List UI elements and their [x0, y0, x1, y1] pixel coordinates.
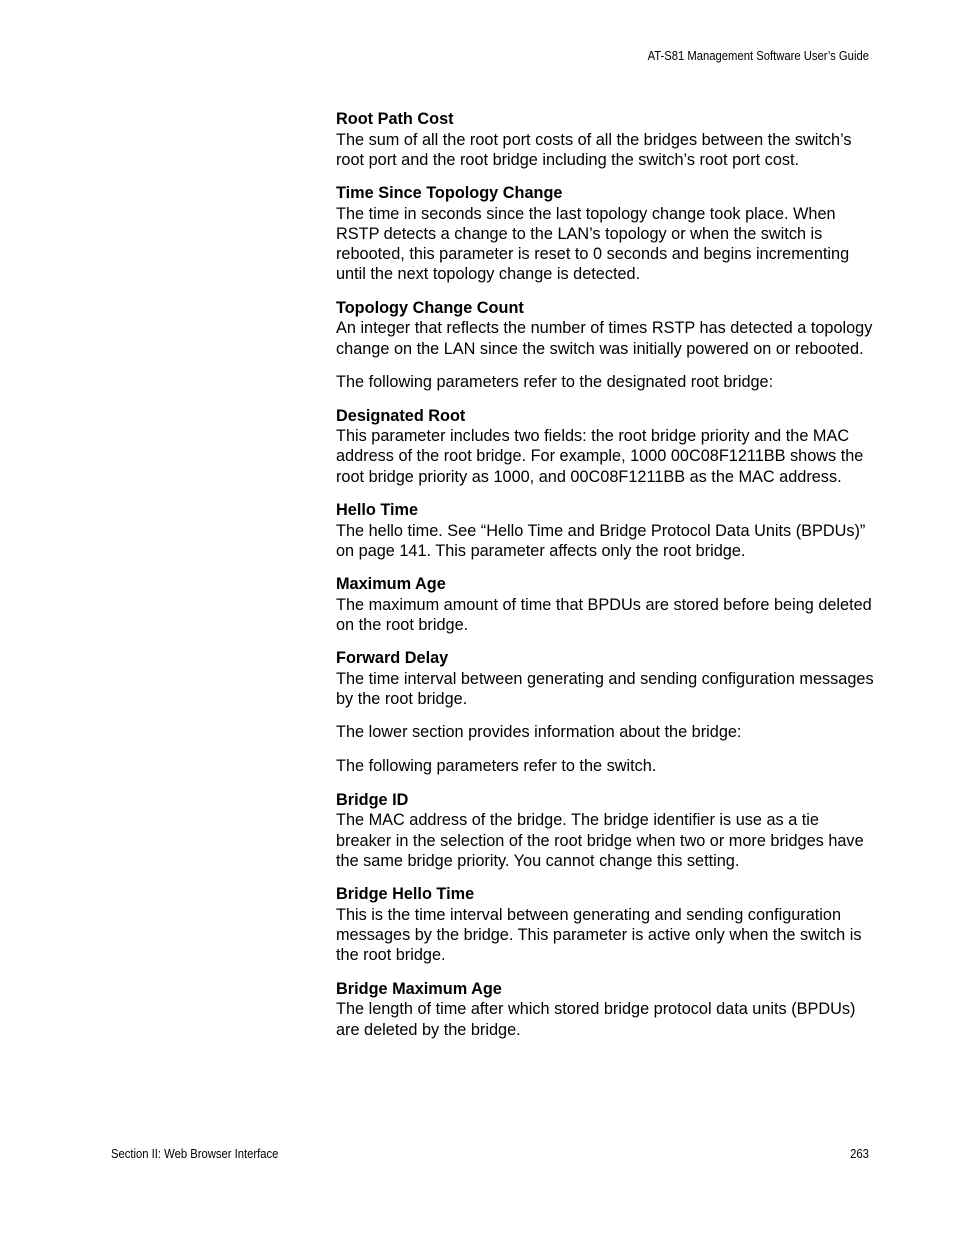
term-heading: Hello Time [336, 501, 419, 520]
lower-section-intro: The lower section provides information about the bridge: [336, 723, 742, 742]
term-heading: Forward Delay [336, 649, 449, 668]
term-heading: Time Since Topology Change [336, 184, 563, 203]
definition-hello-time [336, 500, 874, 561]
definition-time-since-topology-change [336, 183, 874, 285]
term-definition: The sum of all the root port costs of all the bridges between the switch’s root port and the root bridge including the switch’s root port cost. [336, 130, 852, 169]
definition-topology-change-count [336, 298, 874, 359]
term-heading: Designated Root [336, 406, 466, 425]
switch-parameters-intro: The following parameters refer to the switch. [336, 757, 657, 776]
definition-bridge-id [336, 790, 874, 871]
term-heading: Root Path Cost [336, 110, 454, 128]
page-body [336, 109, 874, 1053]
term-definition: The MAC address of the bridge. The bridge identifier is use as a tie breaker in the selection of the root bridge when two or more bridges have the same bridge priority. You cannot change this setting. [336, 811, 864, 871]
term-definition: The hello time. See “Hello Time and Bridge Protocol Data Units (BPDUs)” on page 141. This parameter affects only the root bridge. [336, 521, 866, 560]
definition-bridge-maximum-age [336, 979, 874, 1040]
definition-root-path-cost [336, 109, 874, 170]
term-definition: The length of time after which stored bridge protocol data units (BPDUs) are deleted by the bridge. [336, 1000, 856, 1039]
running-header: AT-S81 Management Software User’s Guide [647, 49, 869, 63]
definition-forward-delay [336, 648, 874, 709]
definition-designated-root [336, 406, 874, 487]
designated-root-intro: The following parameters refer to the designated root bridge: [336, 372, 774, 391]
term-heading: Topology Change Count [336, 298, 524, 317]
footer-page-number: 263 [850, 1147, 869, 1161]
term-definition: The maximum amount of time that BPDUs are stored before being deleted on the root bridge. [336, 595, 872, 634]
term-heading: Bridge ID [336, 790, 409, 809]
term-heading: Bridge Hello Time [336, 885, 475, 904]
term-definition: This parameter includes two fields: the root bridge priority and the MAC address of the root bridge. For example, 1000 00C08F1211BB shows the root bridge priority as 1000, and 00C08F1211BB as the MAC address. [336, 427, 864, 486]
definition-maximum-age [336, 574, 874, 635]
term-heading: Bridge Maximum Age [336, 979, 502, 998]
term-definition: The time interval between generating and sending configuration messages by the root bridge. [336, 669, 874, 709]
term-definition: The time in seconds since the last topology change took place. When RSTP detects a change to the LAN’s topology or when the switch is rebooted, this parameter is reset to 0 seconds and begins incrementing until the next topology change is detected. [336, 204, 850, 284]
footer-section-title: Section II: Web Browser Interface [111, 1147, 279, 1161]
term-heading: Maximum Age [336, 575, 446, 594]
term-definition: An integer that reflects the number of times RSTP has detected a topology change on the LAN since the switch was initially powered on or rebooted. [336, 319, 873, 358]
definition-bridge-hello-time [336, 884, 874, 965]
term-definition: This is the time interval between generating and sending configuration messages by the bridge. This parameter is active only when the switch is the root bridge. [336, 905, 862, 965]
